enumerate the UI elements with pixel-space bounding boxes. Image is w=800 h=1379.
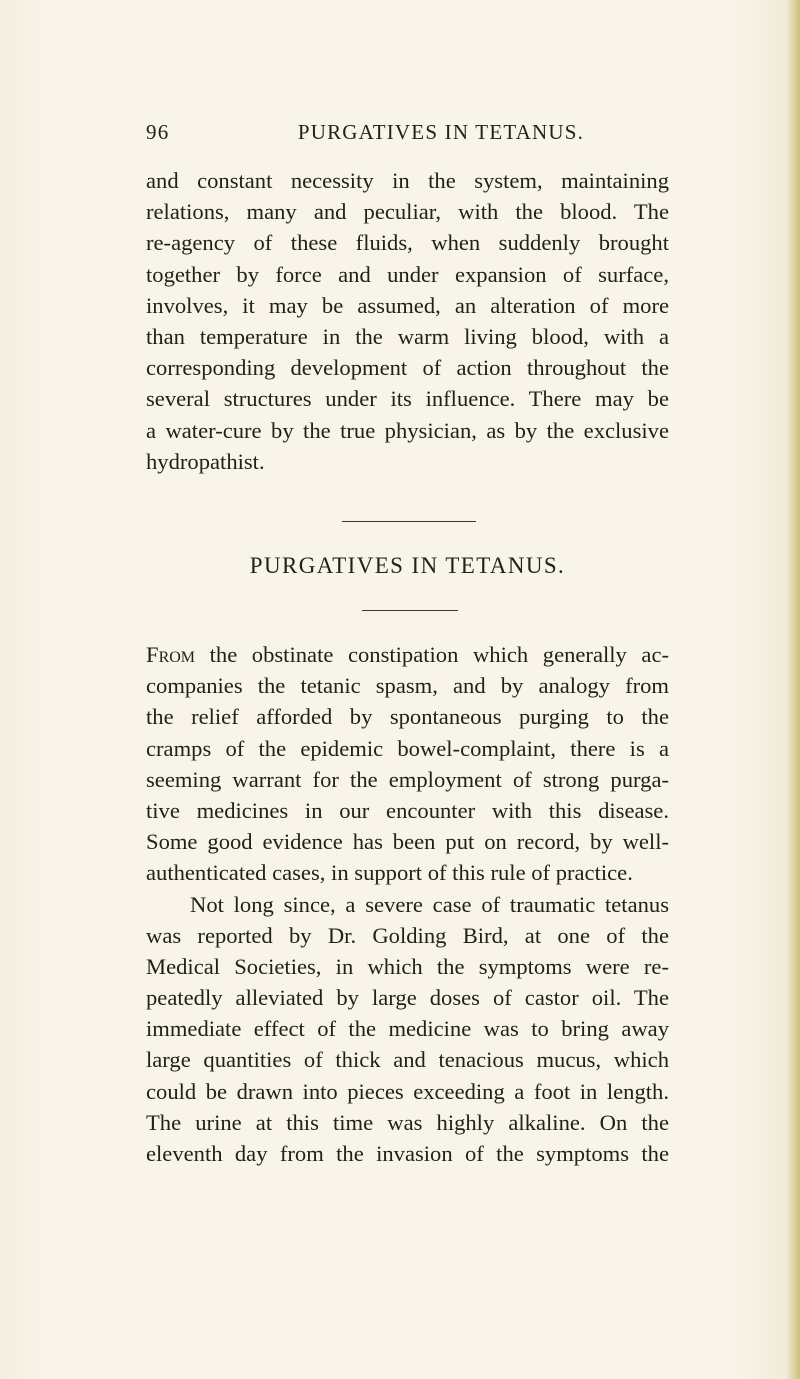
section-rule-top (342, 521, 476, 522)
text-line: was reported by Dr. Golding Bird, at one of the (146, 922, 669, 948)
text-line: cramps of the epidemic bowel-complaint, there is a (146, 735, 669, 761)
text-line: tive medicines in our encounter with this disease. (146, 797, 669, 823)
text-line: relations, many and peculiar, with the blood. The (146, 199, 669, 225)
running-head-title: PURGATIVES IN TETANUS. (297, 120, 585, 144)
text-line: several structures under its influence. There may be (146, 386, 669, 412)
text-line: authenticated cases, in support of this rule of practice. (146, 860, 633, 886)
text-line: Medical Societies, in which the symptoms were re- (146, 953, 669, 979)
text-line: than temperature in the warm living blood, with a (146, 323, 669, 349)
paragraph-1 (146, 165, 669, 477)
text-line: The urine at this time was highly alkaline. On the (146, 1109, 669, 1135)
text-line: hydropathist. (146, 448, 265, 474)
text-line: together by force and under expansion of surface, (146, 261, 669, 287)
text-line: eleventh day from the invasion of the symptoms the (146, 1141, 669, 1166)
text-line: corresponding development of action throughout the (146, 355, 669, 381)
section-title: PURGATIVES IN TETANUS. (249, 553, 566, 578)
text-line: and constant necessity in the system, maintaining (146, 168, 669, 193)
text-line: involves, it may be assumed, an alteration of more (146, 292, 669, 318)
text-line: re-agency of these fluids, when suddenly brought (146, 230, 669, 256)
section-rule-bottom (362, 610, 458, 611)
text-line: the relief afforded by spontaneous purging to the (146, 704, 669, 730)
first-line-rest: the obstinate constipation which generally ac- (195, 642, 669, 667)
paragraph-2 (146, 639, 669, 1169)
text-line: Some good evidence has been put on record, by well- (146, 829, 669, 855)
text-line: a water-cure by the true physician, as by the exclusive (146, 417, 669, 443)
text-line: seeming warrant for the employment of strong purga- (146, 766, 669, 792)
text-line: large quantities of thick and tenacious mucus, which (146, 1047, 669, 1073)
text-line: peatedly alleviated by large doses of castor oil. The (146, 985, 669, 1011)
page-edge-stain (786, 0, 800, 1379)
text-line: Not long since, a severe case of traumatic tetanus (190, 891, 669, 917)
text-line: could be drawn into pieces exceeding a foot in length. (146, 1078, 669, 1104)
page-number: 96 (146, 120, 170, 144)
text-line: immediate effect of the medicine was to bring away (146, 1016, 669, 1042)
drop-word: From (146, 642, 196, 667)
running-head (146, 120, 676, 150)
text-line: companies the tetanic spasm, and by analogy from (146, 673, 669, 699)
text-line-first (146, 639, 669, 670)
